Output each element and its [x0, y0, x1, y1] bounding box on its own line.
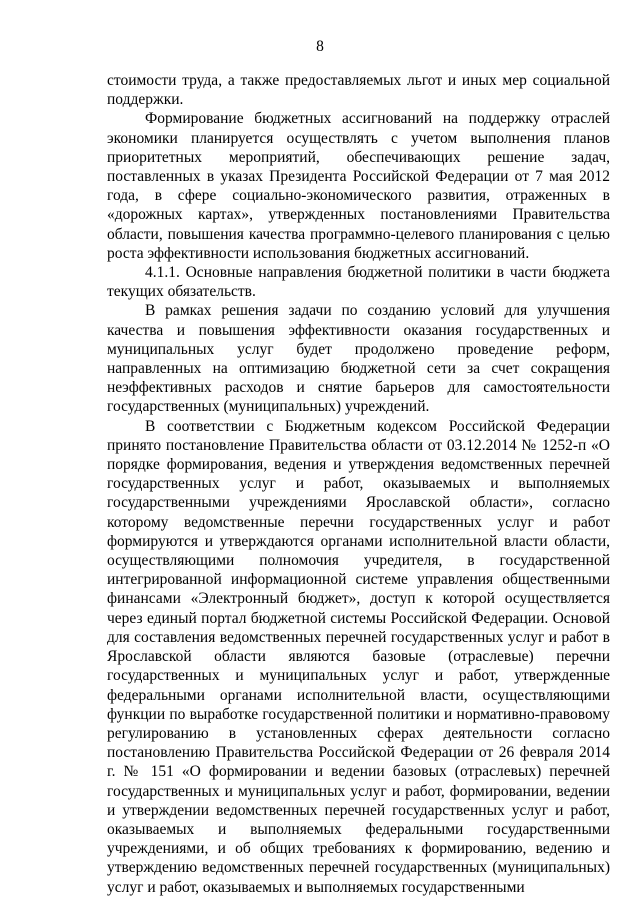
- paragraph-service-quality: В рамках решения задачи по созданию условий для улучшения качества и повышения эффективности оказания государственных и муниципальных услуг будет продолжено проведение реформ, направленных на оптимизацию бюджетной сети за счет сокращения неэффективных расходов и снятие барьеров для самостоятельности государственных (муниципальных) учреждений.: [107, 302, 610, 416]
- document-body: [107, 71, 610, 897]
- page-number: 8: [316, 38, 324, 55]
- section-heading-4-1-1: 4.1.1. Основные направления бюджетной политики в части бюджета текущих обязательств.: [107, 264, 610, 301]
- paragraph-social-support-continuation: стоимости труда, а также предоставляемых льгот и иных мер социальной поддержки.: [107, 72, 610, 109]
- paragraph-budget-allocations: Формирование бюджетных ассигнований на поддержку отраслей экономики планируется осуществлять с учетом выполнения планов приоритетных мероприятий, обеспечивающих решение задач, поставленных в указах Президента Российской Федерации от 7 мая 2012 года, в сфере социально-экономического развития, отраженных в «дорожных картах», утвержденных постановлениями Правительства области, повышения качества программно-целевого планирования с целью роста эффективности использования бюджетных ассигнований.: [107, 110, 610, 262]
- paragraph-budget-code: В соответствии с Бюджетным кодексом Российской Федерации принято постановление Правительства области от 03.12.2014 № 1252-п «О порядке формирования, ведения и утверждения ведомственных перечней государственных услуг и работ, оказываемых и выполняемых государственными учреждениями Ярославской области», согласно которому ведомственные перечни государственных услуг и работ формируются и утверждаются органами исполнительной власти области, осуществляющими полномочия учредителя, в государственной интегрированной информационной системе управления общественными финансами «Электронный бюджет», доступ к которой осуществляется через единый портал бюджетной системы Российской Федерации. Основой для составления ведомственных перечней государственных услуг и работ в Ярославской области являются базовые (отраслевые) перечни государственных и муниципальных услуг и работ, утвержденные федеральными органами исполнительной власти, осуществляющими функции по выработке государственной политики и нормативно-правовому регулированию в установленных сферах деятельности согласно постановлению Правительства Российской Федерации от 26 февраля 2014 г. № 151 «О формировании и ведении базовых (отраслевых) перечней государственных и муниципальных услуг и работ, формировании, ведении и утверждении ведомственных перечней государственных услуг и работ, оказываемых и выполняемых федеральными государственными учреждениями, и об общих требованиях к формированию, ведению и утверждению ведомственных перечней государственных (муниципальных) услуг и работ, оказываемых и выполняемых государственными: [107, 417, 610, 896]
